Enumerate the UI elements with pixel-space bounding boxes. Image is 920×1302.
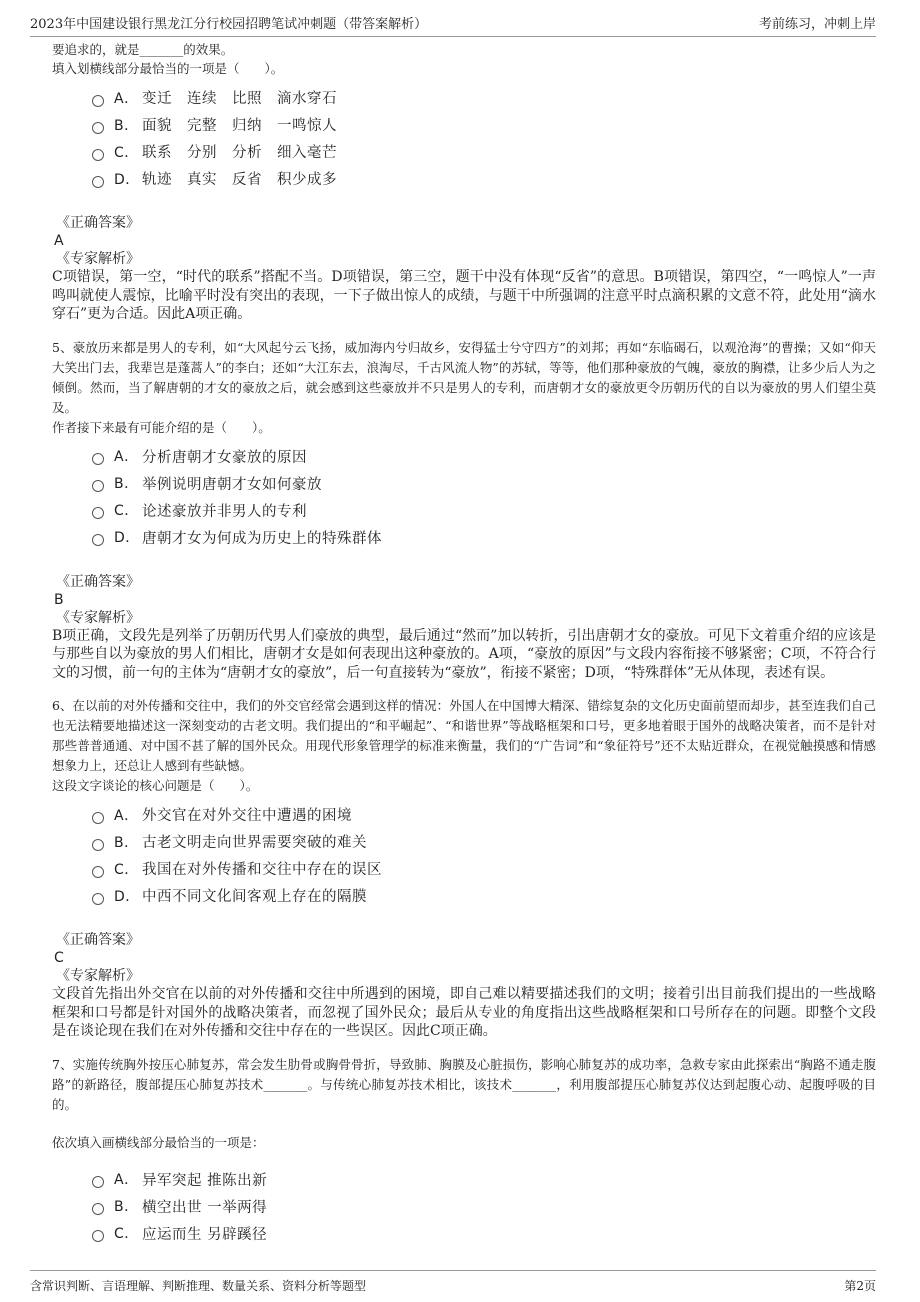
page-number: 第2页	[844, 1278, 876, 1293]
option-a[interactable]: A． 变迁 连续 比照 滴水穿石	[92, 84, 876, 111]
options-list	[92, 84, 876, 192]
radio-icon[interactable]	[92, 1203, 104, 1215]
answer-label: 《正确答案》	[56, 573, 140, 590]
answer-block	[52, 214, 876, 324]
answer-value: C	[54, 950, 64, 966]
question-text: 5、豪放历来都是男人的专利，如“大风起兮云飞扬，威加海内兮归故乡，安得猛士兮守四方”的刘邦；再如“东临碣石，以观沧海”的曹操；又如“仰天大笑出门去，我辈岂是蓬蒿人”的李白；还如“大江东去，浪淘尽，千古风流人物”的苏轼，等等，他们那种豪放的气魄，豪放的胸襟，让多少后人为之倾倒。然而，当了解唐朝的才女的豪放之后，就会感到这些豪放并不只是男人的专利，而唐朝才女的豪放更令历朝历代的自以为豪放的男人们望尘莫及。	[52, 339, 876, 415]
header-title: 2023年中国建设银行黑龙江分行校园招聘笔试冲刺题（带答案解析）	[30, 17, 428, 32]
radio-icon[interactable]	[92, 176, 104, 188]
option-c[interactable]: C． 我国在对外传播和交往中存在的误区	[92, 855, 876, 882]
question-prompt: 依次填入画横线部分最恰当的一项是：	[52, 1134, 265, 1150]
question-6	[52, 696, 876, 1041]
options-list	[92, 1166, 876, 1247]
analysis-text: B项正确，文段先是列举了历朝历代男人们豪放的典型，最后通过“然而”加以转折，引出唐朝才女的豪放。可见下文着重介绍的应该是与那些自以为豪放的男人们相比，唐朝才女是如何表现出这种豪放的。A项，“豪放的原因”与文段内容衔接不够紧密；C项，不符合行文的习惯，前一句的主体为“唐朝才女的豪放”，后一句直接转为“豪放”，衔接不紧密；D项，“特殊群体”无从体现，表述有误。	[52, 627, 876, 681]
answer-label: 《正确答案》	[56, 932, 140, 948]
options-list	[92, 801, 876, 909]
option-a[interactable]: A． 分析唐朝才女豪放的原因	[92, 443, 876, 470]
analysis-text: 文段首先指出外交官在以前的对外传播和交往中所遇到的困境，即自己难以精要描述我们的文明；接着引出目前我们提出的一些战略框架和口号都是针对国外的战略决策者，而忽视了国外民众；最后从专业的角度指出这些战略框架和口号所存在的问题。即整个文段是在谈论现在我们在对外传播和交往中存在的一些误区。因此C项正确。	[52, 986, 876, 1039]
radio-icon[interactable]	[92, 1176, 104, 1188]
option-b[interactable]: B． 举例说明唐朝才女如何豪放	[92, 470, 876, 497]
option-a[interactable]: A． 外交官在对外交往中遭遇的困境	[92, 801, 876, 828]
question-prompt: 填入划横线部分最恰当的一项是（ ）。	[52, 61, 284, 76]
radio-icon[interactable]	[92, 1230, 104, 1242]
radio-icon[interactable]	[92, 812, 104, 824]
analysis-label: 《专家解析》	[56, 251, 140, 267]
radio-icon[interactable]	[92, 893, 104, 905]
option-d[interactable]: D． 轨迹 真实 反省 积少成多	[92, 165, 876, 192]
analysis-text: C项错误，第一空，“时代的联系”搭配不当。D项错误，第三空，题干中没有体现“反省”的意思。B项错误，第四空，“一鸣惊人”一声鸣叫就使人震惊，比喻平时没有突出的表现，一下子做出惊人的成绩，与题干中所强调的注意平时点滴积累的文意不符，此处用“滴水穿石”更为合适。因此A项正确。	[52, 269, 876, 322]
question-5	[52, 338, 876, 683]
option-a[interactable]: A． 异军突起 推陈出新	[92, 1166, 876, 1193]
option-c[interactable]: C． 联系 分别 分析 细入毫芒	[92, 138, 876, 165]
header-slogan: 考前练习，冲刺上岸	[758, 17, 876, 32]
answer-value: B	[54, 591, 64, 608]
answer-block	[52, 573, 876, 683]
option-b[interactable]: B． 古老文明走向世界需要突破的难关	[92, 828, 876, 855]
question-text: 6、在以前的对外传播和交往中，我们的外交官经常会遇到这样的情况：外国人在中国博大精深、错综复杂的文化历史面前望而却步，甚至连我们自己也无法精要地描述这一深刻变动的古老文明。我们提出的“和平崛起”、“和谐世界”等战略框架和口号，更多地着眼于国外的战略决策者，而不是针对那些普普通通、对中国不甚了解的国外民众。用现代形象管理学的标准来衡量，我们的“广告词”和“象征符号”还不太贴近群众，在视觉触摸感和情感想象力上，还总让人感到有些缺憾。	[52, 698, 876, 773]
question-7	[52, 1055, 876, 1247]
option-d[interactable]: D． 唐朝才女为何成为历史上的特殊群体	[92, 524, 876, 551]
option-d[interactable]: D． 中西不同文化间客观上存在的隔膜	[92, 882, 876, 909]
radio-icon[interactable]	[92, 839, 104, 851]
answer-label: 《正确答案》	[56, 215, 140, 231]
radio-icon[interactable]	[92, 866, 104, 878]
radio-icon[interactable]	[92, 149, 104, 161]
question-prompt: 作者接下来最有可能介绍的是（ ）。	[52, 419, 271, 435]
question-text: 7、实施传统胸外按压心肺复苏，常会发生肋骨或胸骨骨折，导致肺、胸膜及心脏损伤，影响心肺复苏的成功率，急救专家由此探索出“胸路不通走腹路”的新路径，腹部提压心肺复苏技术_______。与传统心肺复苏技术相比，该技术_______，利用腹部提压心肺复苏仪达到起腹心动、起腹呼吸的目的。	[52, 1056, 876, 1112]
radio-icon[interactable]	[92, 480, 104, 492]
option-b[interactable]: B． 横空出世 一举两得	[92, 1193, 876, 1220]
question-text: 要追求的，就是_______的效果。	[52, 42, 234, 57]
page-footer	[30, 1270, 876, 1297]
analysis-label: 《专家解析》	[56, 968, 140, 984]
page-header	[30, 8, 876, 37]
page-content	[52, 40, 876, 1247]
radio-icon[interactable]	[92, 95, 104, 107]
answer-value: A	[54, 233, 64, 249]
radio-icon[interactable]	[92, 507, 104, 519]
option-c[interactable]: C． 应运而生 另辟蹊径	[92, 1220, 876, 1247]
answer-block	[52, 931, 876, 1041]
question-prompt: 这段文字谈论的核心问题是（ ）。	[52, 778, 259, 793]
radio-icon[interactable]	[92, 534, 104, 546]
option-b[interactable]: B． 面貌 完整 归纳 一鸣惊人	[92, 111, 876, 138]
option-c[interactable]: C． 论述豪放并非男人的专利	[92, 497, 876, 524]
radio-icon[interactable]	[92, 122, 104, 134]
question-4	[52, 40, 876, 324]
footer-note: 含常识判断、言语理解、判断推理、数量关系、资料分析等题型	[30, 1278, 367, 1293]
radio-icon[interactable]	[92, 453, 104, 465]
options-list	[92, 443, 876, 551]
analysis-label: 《专家解析》	[56, 609, 140, 626]
